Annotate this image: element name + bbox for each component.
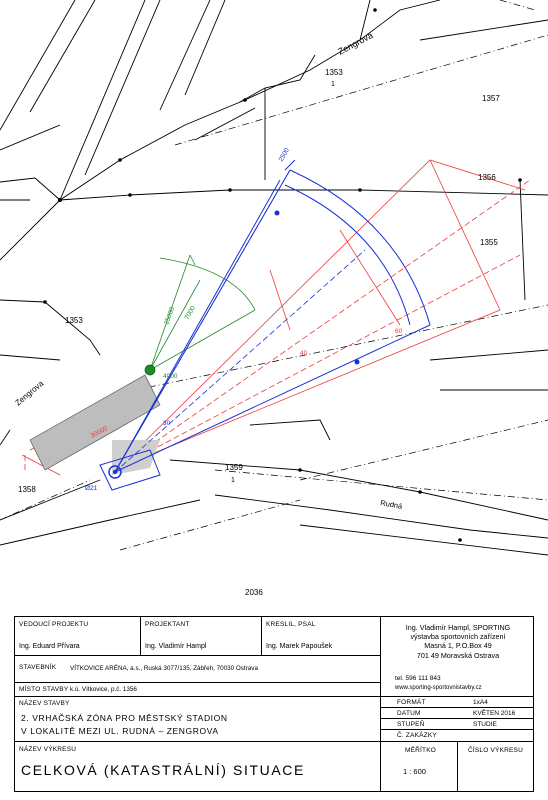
dim-2500: 2500 (277, 146, 291, 163)
projektant-label: PROJEKTANT (145, 621, 190, 628)
company-line4: 701 49 Moravská Ostrava (416, 650, 500, 660)
format-label: FORMÁT (397, 699, 426, 706)
stupen-value: STUDIE (473, 721, 497, 728)
stavebnik-label: STAVEBNÍK (19, 664, 57, 671)
cell-cislo (457, 741, 534, 792)
misto-label: MÍSTO STAVBY (19, 686, 69, 693)
format-value: 1xA4 (473, 699, 488, 706)
stavebnik-value: VÍTKOVICE ARÉNA, a.s., Ruská 3077/135, Zábřeh, 70030 Ostrava (70, 665, 258, 672)
vedouci-value: Ing. Eduard Přívara (19, 643, 80, 650)
parcel-1353-top: 1353 (325, 68, 343, 77)
parcel-1353-top-sub: 1 (331, 81, 335, 88)
cell-vedouci (14, 616, 141, 656)
cell-company (380, 616, 534, 697)
blue-marker-2 (275, 211, 280, 216)
title-block (0, 600, 548, 800)
company-block (381, 623, 534, 660)
cell-meritko (380, 741, 458, 792)
parcel-1357: 1357 (482, 94, 500, 103)
throwing-circle-inner (113, 470, 117, 474)
company-web: www.sporting-sportovnistavby.cz (395, 685, 482, 691)
blue-marker-1 (355, 360, 360, 365)
parcel-1358: 1358 (18, 485, 36, 494)
street-label-bottom: Rudná (379, 498, 403, 511)
kreslil-value: Ing. Marek Papoušek (266, 643, 333, 650)
nazev-vykresu-label: NÁZEV VÝKRESU (19, 746, 77, 753)
company-line1: Ing. Vladimír Hampl, SPORTING (405, 623, 511, 632)
projektant-value: Ing. Vladimír Hampl (145, 643, 207, 650)
street-label-left: Zengrova (13, 378, 46, 408)
blue-dashed-lines (115, 170, 365, 472)
cell-misto (14, 682, 381, 697)
parcel-1353-left: 1353 (65, 316, 83, 325)
parcel-1356: 1356 (478, 173, 496, 182)
dim-7000: 7000 (183, 304, 197, 321)
cell-nazev-stavby (14, 696, 381, 742)
parcel-2036: 2036 (245, 588, 263, 597)
misto-value: k.ú. Vítkovice, p.č. 1356 (70, 686, 137, 693)
parcel-1359: 1359 (225, 463, 243, 472)
cell-kreslil (261, 616, 381, 656)
dim-60: 60 (395, 328, 403, 335)
dim-21: Ø21 (85, 485, 98, 492)
cell-projektant (140, 616, 262, 656)
datum-label: DATUM (397, 710, 421, 717)
cell-stavebnik (14, 655, 381, 683)
green-sector (150, 255, 255, 370)
zakazky-label: Č. ZAKÁZKY (397, 732, 437, 739)
kreslil-label: KRESLIL, PSAL (266, 621, 316, 628)
parcel-1359-sub: 1 (231, 477, 235, 484)
meritko-label: MĚŘÍTKO (405, 747, 437, 754)
company-line2: výstavba sportovních zařízení (410, 632, 506, 642)
green-circle (145, 365, 155, 375)
dim-25000: 25000 (163, 306, 177, 326)
company-line3: Masná 1, P.O.Box 49 (424, 641, 492, 651)
company-tel: tel. 596 111 843 (395, 675, 441, 682)
vedouci-label: VEDOUCÍ PROJEKTU (19, 621, 89, 628)
dim-40: 40 (300, 350, 308, 357)
dim-30000: 30000 (89, 425, 109, 440)
nazev-stavby-line2: V LOKALITĚ MEZI UL. RUDNÁ – ZENGROVA (21, 726, 219, 736)
nazev-stavby-line1: 2. VRHAČSKÁ ZÓNA PRO MĚSTSKÝ STADION (21, 713, 228, 723)
dim-4000: 4000 (163, 373, 178, 380)
parcel-1355: 1355 (480, 238, 498, 247)
meritko-value: 1 : 600 (403, 767, 426, 776)
nazev-stavby-label: NÁZEV STAVBY (19, 700, 70, 707)
nazev-vykresu-value: CELKOVÁ (KATASTRÁLNÍ) SITUACE (21, 762, 305, 778)
cislo-label: ČÍSLO VÝKRESU (468, 747, 523, 754)
datum-value: KVĚTEN 2016 (473, 710, 516, 717)
cell-nazev-vykresu (14, 741, 381, 792)
dim-30: 30 (163, 420, 171, 427)
street-label-top: Zengrova (336, 30, 375, 57)
stupen-label: STUPEŇ (397, 721, 425, 728)
